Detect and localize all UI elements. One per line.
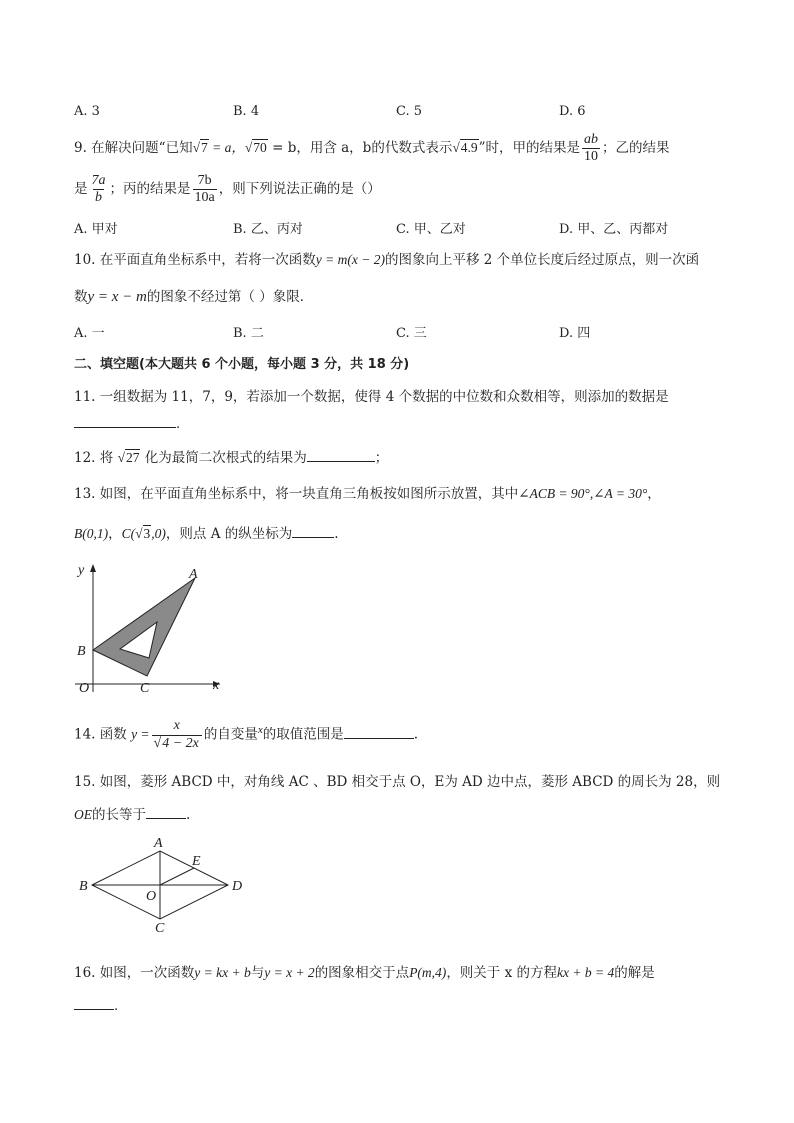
q10-line1: 10. 在平面直角坐标系中，若将一次函数y = m(x − 2)的图象向上平移 2 个单位长度后经过原点，则一次函 — [74, 252, 700, 268]
q9-frac-7a-b: $\frac{7a}{b}$ — [91, 172, 106, 205]
q10-option-b: B. 二 — [233, 326, 264, 341]
q13-label-o: O — [79, 681, 90, 695]
q9-line1: 9. 在解决问题“已知√7 = a，√70 = b，用含 a，b的代数式表示√4.9”时，甲的结果是 $\frac{ab}{10}$ ；乙的结果 — [74, 131, 670, 164]
q16-answer-line: . — [74, 997, 118, 1014]
q9-option-d: D. 甲、乙、丙都对 — [559, 222, 669, 237]
q13-label-y: y — [78, 563, 85, 578]
q9-line2: 是 $\frac{7a}{b}$ ；丙的结果是 $\frac{7b}{10a}$ ，则下列说法正确的是（） — [74, 172, 381, 205]
q15-label-e: E — [192, 854, 201, 869]
q14-fraction: $\frac{x}{√4 - 2x}$ — [152, 718, 202, 751]
q15-line2: OE的长等于 . — [74, 807, 191, 823]
q9-frac-7b-10a: $\frac{7b}{10a}$ — [194, 172, 215, 205]
q13-line1: 13. 如图，在平面直角坐标系中，将一块直角三角板按如图所示放置，其中∠ACB = 90°,∠A = 30°， — [74, 486, 661, 502]
q15-label-b: B — [79, 879, 88, 894]
q8-option-a: A. 3 — [74, 104, 100, 119]
q9-option-c: C. 甲、乙对 — [396, 222, 466, 237]
section-heading: 二、填空题(本大题共 6 个小题，每小题 3 分，共 18 分) — [74, 357, 410, 372]
q10-option-a: A. 一 — [74, 326, 105, 341]
q13-blank[interactable] — [292, 525, 334, 538]
q10-option-c: C. 三 — [396, 326, 427, 341]
q8-option-b: B. 4 — [233, 104, 260, 119]
q16-blank[interactable] — [74, 997, 114, 1010]
q9-option-b: B. 乙、丙对 — [233, 222, 303, 237]
q11-text: 11. 一组数据为 11，7，9，若添加一个数据，使得 4 个数据的中位数和众数相等，则添加的数据是 — [74, 389, 669, 405]
q9-frac-ab-10: $\frac{ab}{10}$ — [584, 131, 599, 164]
q15-label-o: O — [146, 889, 157, 904]
q15-label-d: D — [232, 879, 243, 894]
q10-line2: 数y = x − m的图象不经过第（ ）象限． — [74, 289, 314, 305]
q13-figure — [70, 560, 230, 695]
q15-label-a: A — [154, 836, 163, 851]
q9-option-a: A. 甲对 — [74, 222, 118, 237]
q13-label-x: x — [213, 678, 220, 693]
q10-option-d: D. 四 — [559, 326, 591, 341]
q13-label-a: A — [189, 567, 198, 582]
q15-label-c: C — [155, 921, 165, 936]
q12-line: 12. 将 √27 化为最简二次根式的结果为 ； — [74, 450, 389, 466]
q8-option-d: D. 6 — [559, 104, 586, 119]
q15-figure — [78, 833, 253, 938]
q16-line1: 16. 如图，一次函数y = kx + b与y = x + 2的图象相交于点P(m,4)，则关于 x 的方程kx + b = 4的解是 — [74, 965, 655, 981]
q13-line2: B(0,1)，C(√3,0)，则点 A 的纵坐标为 . — [74, 526, 339, 542]
q11-blank[interactable] — [74, 415, 176, 428]
q14-line: 14. 函数 y = $\frac{x}{√4 - 2x}$ 的自变量$^x$的取值范围是 . — [74, 718, 419, 751]
q11-answer-line: . — [74, 415, 180, 432]
q12-blank[interactable] — [307, 449, 375, 462]
q13-label-b: B — [77, 644, 86, 659]
q15-blank[interactable] — [146, 806, 186, 819]
q13-label-c: C — [140, 681, 150, 695]
q15-line1: 15. 如图，菱形 ABCD 中，对角线 AC 、BD 相交于点 O，E为 AD 边中点，菱形 ABCD 的周长为 28，则 — [74, 774, 721, 790]
q13-triangle-board — [93, 578, 195, 676]
q8-option-c: C. 5 — [396, 104, 423, 119]
q14-blank[interactable] — [344, 726, 414, 739]
q15-segment-oe — [160, 868, 194, 885]
q13-y-arrow — [90, 564, 96, 572]
